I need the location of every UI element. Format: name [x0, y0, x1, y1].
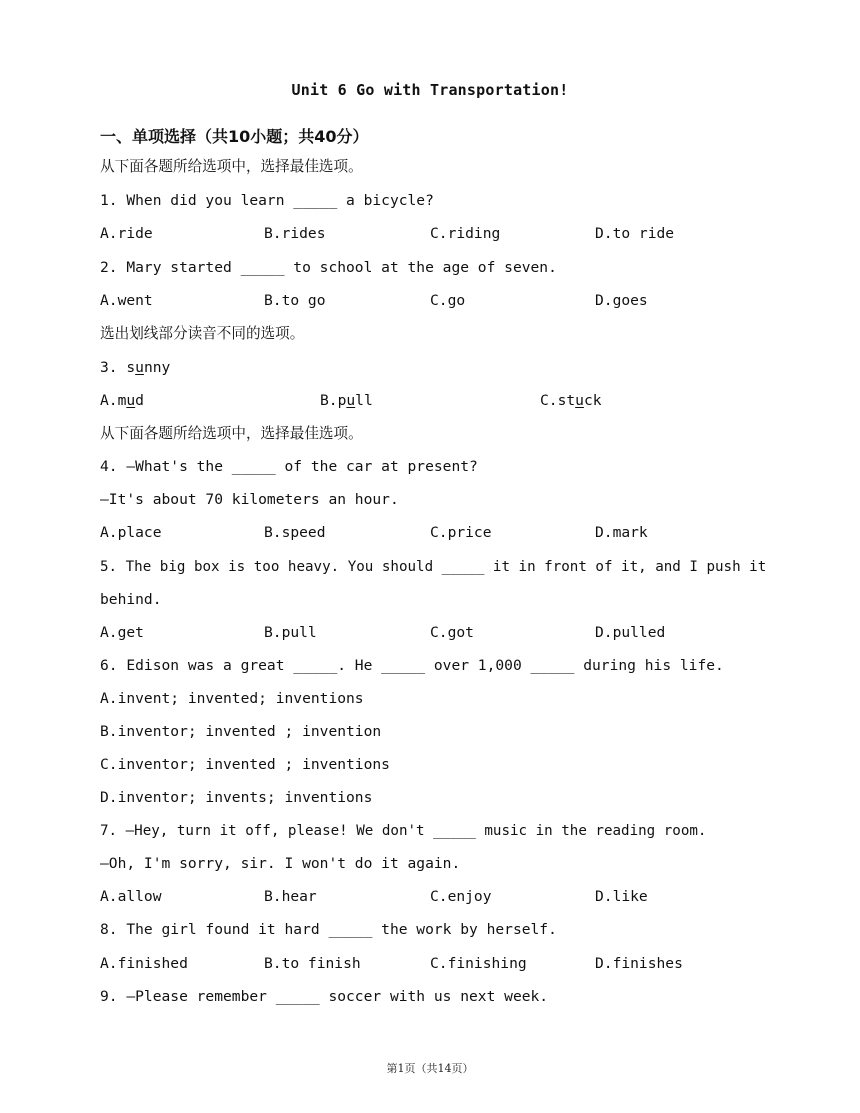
question-8-option-d[interactable]: D.finishes: [595, 955, 683, 972]
question-8-stem: 8. The girl found it hard _____ the work by herself.: [100, 921, 557, 938]
question-1-stem: 1. When did you learn _____ a bicycle?: [100, 192, 434, 209]
question-1-option-b[interactable]: B.rides: [264, 225, 326, 242]
question-8-option-b[interactable]: B.to finish: [264, 955, 361, 972]
question-7-stem: 7. —Hey, turn it off, please! We don't _____ music in the reading room.: [100, 823, 707, 839]
question-5-option-b[interactable]: B.pull: [264, 624, 317, 641]
instruction-sound: 选出划线部分读音不同的选项。: [100, 325, 305, 342]
question-4-option-c[interactable]: C.price: [430, 524, 492, 541]
question-7-option-a[interactable]: A.allow: [100, 888, 162, 905]
question-7-reply: —Oh, I'm sorry, sir. I won't do it again.: [100, 855, 461, 872]
question-6-option-b[interactable]: B.inventor; invented ; invention: [100, 723, 382, 740]
question-2-option-d[interactable]: D.goes: [595, 292, 648, 309]
question-2-option-b[interactable]: B.to go: [264, 292, 326, 309]
question-2-stem: 2. Mary started _____ to school at the age of seven.: [100, 259, 557, 276]
question-5-continuation: behind.: [100, 591, 162, 608]
question-1-option-d[interactable]: D.to ride: [595, 225, 675, 242]
question-8-option-c[interactable]: C.finishing: [430, 955, 527, 972]
question-5-stem: 5. The big box is too heavy. You should _____ it in front of it, and I push it: [100, 559, 767, 575]
question-2-option-c[interactable]: C.go: [430, 292, 466, 309]
question-3-option-c[interactable]: C.stuck: [540, 392, 602, 409]
page-title: Unit 6 Go with Transportation!: [291, 81, 569, 99]
instruction-best-2: 从下面各题所给选项中，选择最佳选项。: [100, 425, 363, 442]
question-1-option-c[interactable]: C.riding: [430, 225, 501, 242]
question-6-option-d[interactable]: D.inventor; invents; inventions: [100, 789, 373, 806]
instruction-best: 从下面各题所给选项中，选择最佳选项。: [100, 158, 363, 175]
question-4-reply: —It's about 70 kilometers an hour.: [100, 491, 399, 508]
question-1-option-a[interactable]: A.ride: [100, 225, 153, 242]
question-5-option-a[interactable]: A.get: [100, 624, 144, 641]
question-7-option-c[interactable]: C.enjoy: [430, 888, 492, 905]
question-4-stem: 4. —What's the _____ of the car at present?: [100, 458, 478, 475]
question-4-option-b[interactable]: B.speed: [264, 524, 326, 541]
section-heading: 一、单项选择（共10小题；共40分）: [100, 127, 369, 146]
question-8-option-a[interactable]: A.finished: [100, 955, 188, 972]
question-7-option-b[interactable]: B.hear: [264, 888, 317, 905]
question-5-option-d[interactable]: D.pulled: [595, 624, 666, 641]
question-5-option-c[interactable]: C.got: [430, 624, 474, 641]
question-4-option-a[interactable]: A.place: [100, 524, 162, 541]
question-6-stem: 6. Edison was a great _____. He _____ over 1,000 _____ during his life.: [100, 657, 724, 674]
question-9-stem: 9. —Please remember _____ soccer with us next week.: [100, 988, 549, 1005]
question-3-option-b[interactable]: B.pull: [320, 392, 373, 409]
question-6-option-a[interactable]: A.invent; invented; inventions: [100, 690, 364, 707]
question-2-option-a[interactable]: A.went: [100, 292, 153, 309]
question-6-option-c[interactable]: C.inventor; invented ; inventions: [100, 756, 390, 773]
question-3-stem: 3. sunny: [100, 359, 171, 376]
question-4-option-d[interactable]: D.mark: [595, 524, 648, 541]
question-3-option-a[interactable]: A.mud: [100, 392, 144, 409]
page-footer: 第1页（共14页）: [386, 1062, 474, 1075]
question-7-option-d[interactable]: D.like: [595, 888, 648, 905]
